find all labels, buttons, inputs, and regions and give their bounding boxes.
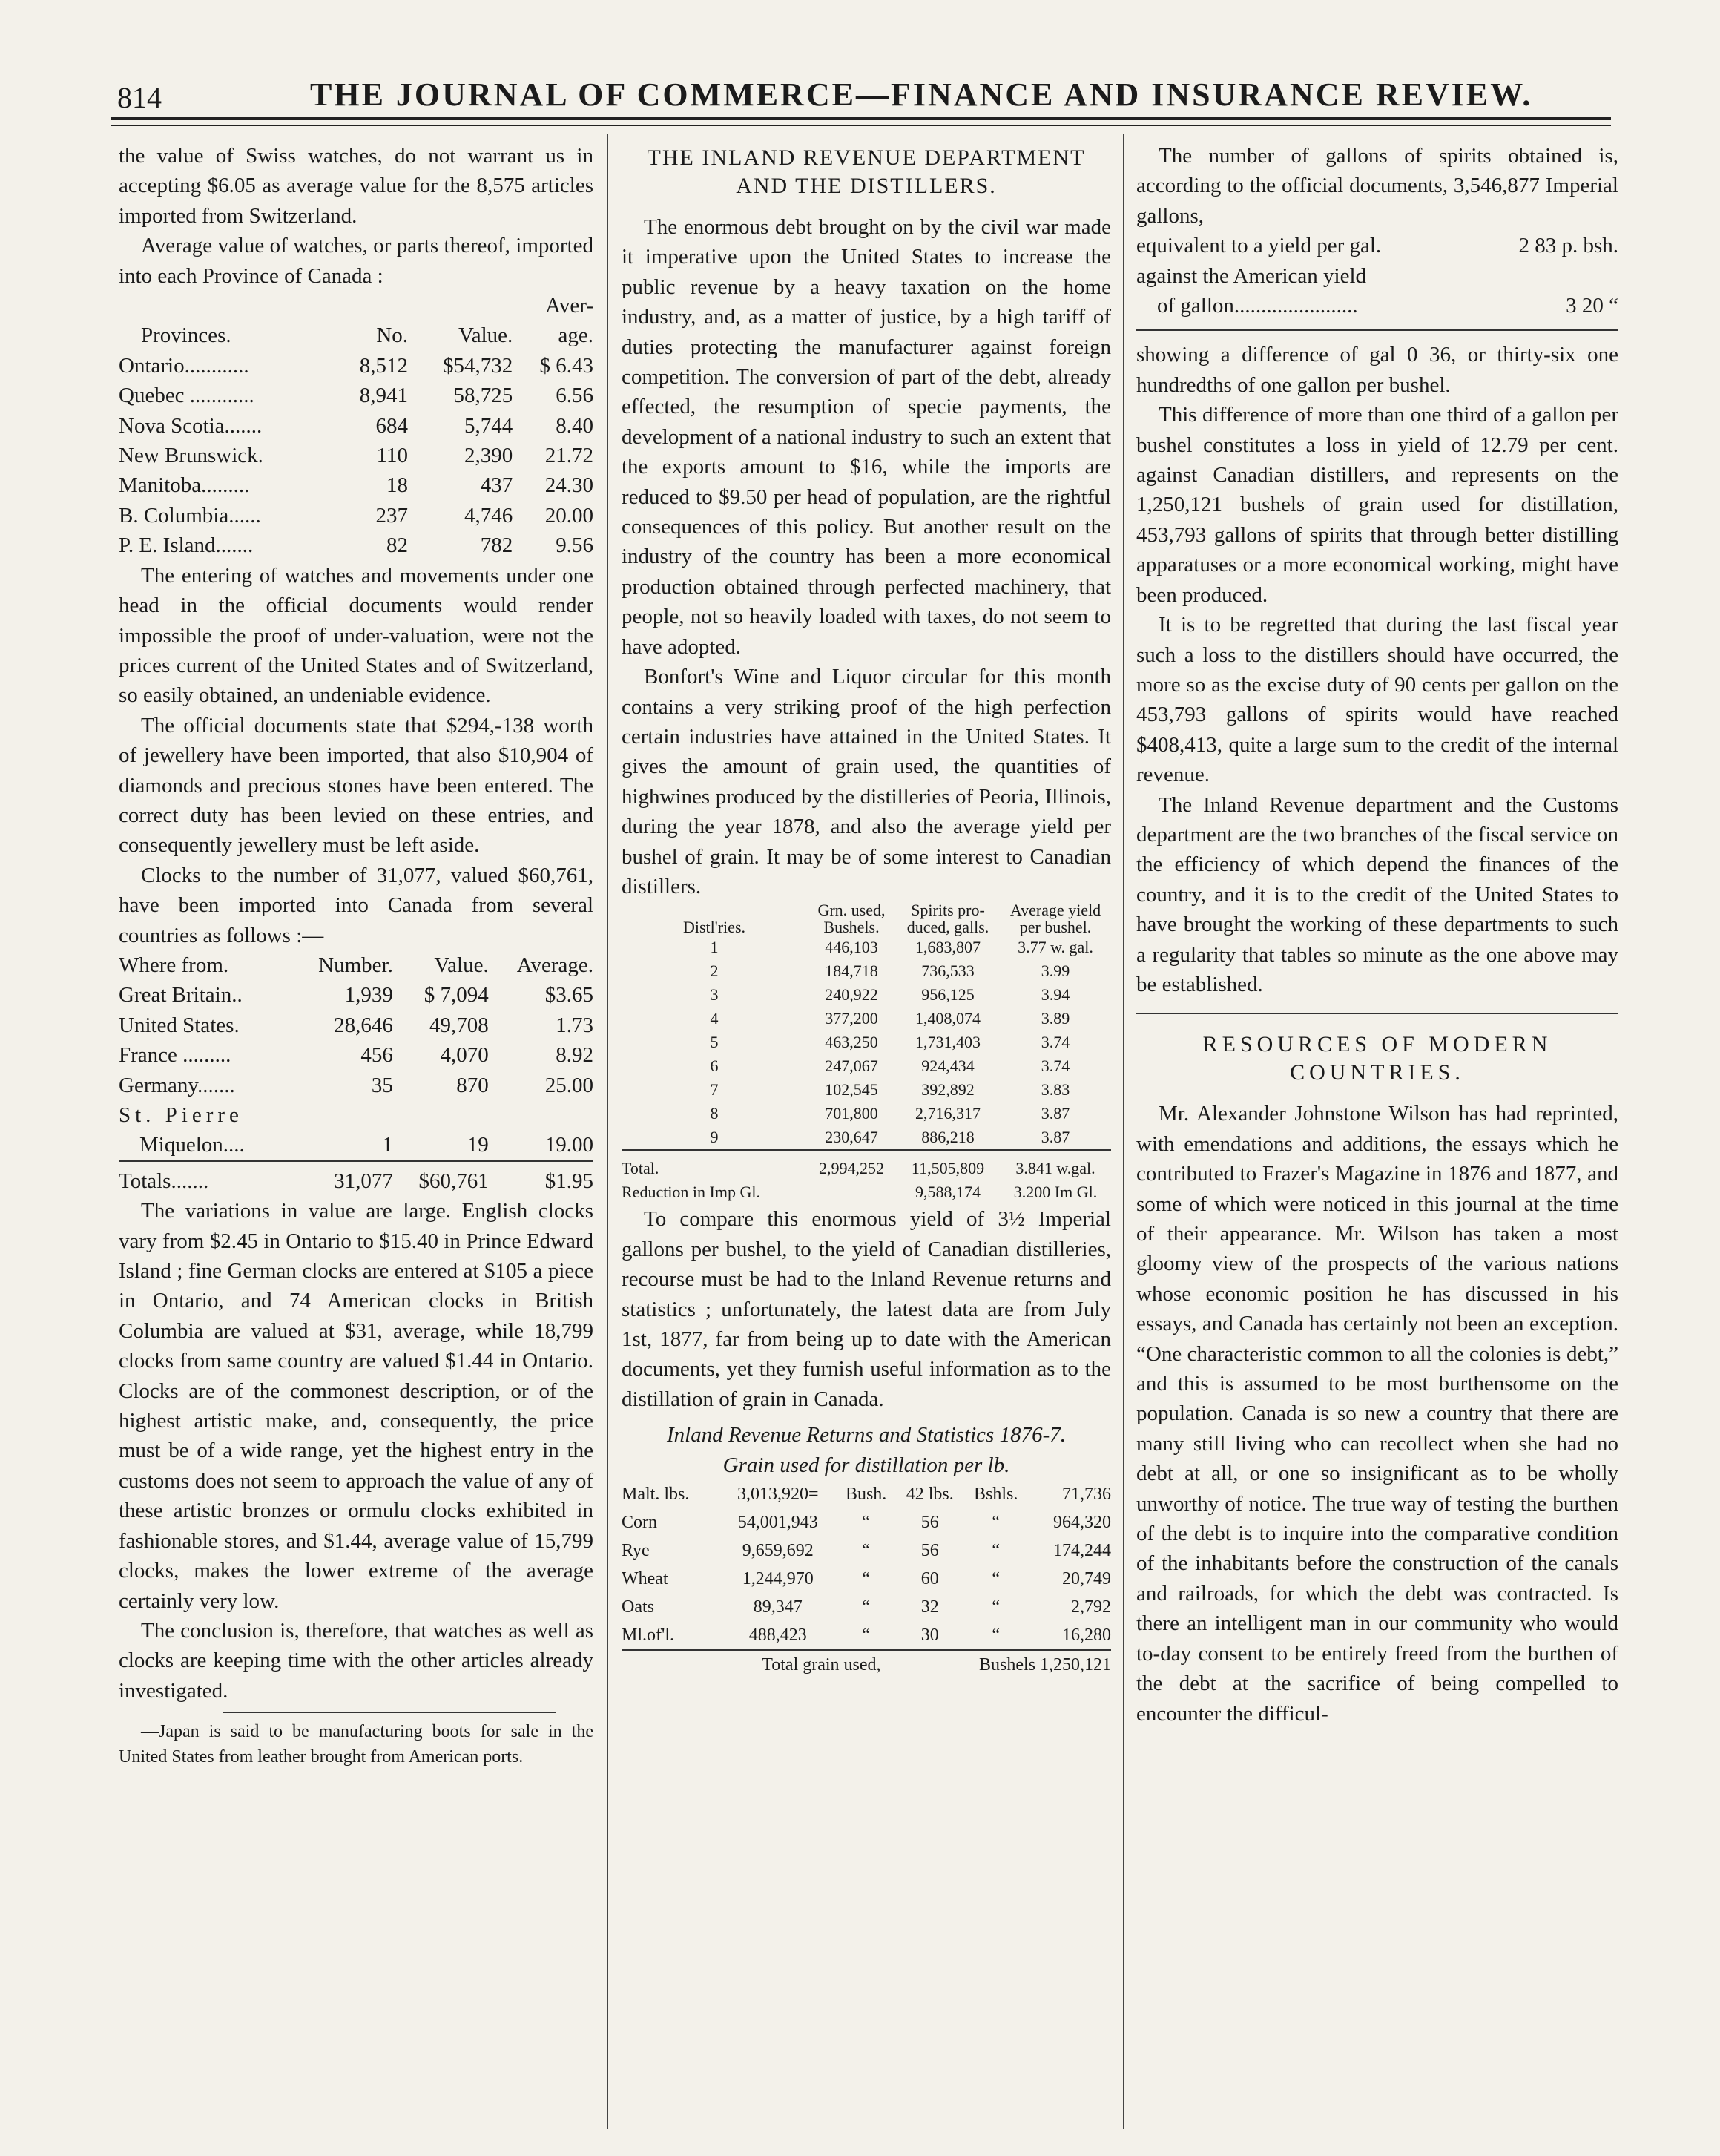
paragraph: The official documents state that $294,-138 worth of jewellery have been imported, that also $10,904 of diamonds and precious stones have been entered. The correct duty has been levied on these entries, and consequently jewellery must be left aside.	[119, 713, 593, 858]
paragraph: The number of gallons of spirits obtained is, according to the official documents, 3,546,877 Imperial gallons,	[1136, 144, 1618, 228]
cell: 35	[371, 1073, 393, 1097]
cell: Oats	[622, 1597, 654, 1617]
cell: 20,749	[1062, 1569, 1111, 1588]
paragraph: This difference of more than one third of a gallon per bushel constitutes a loss in yield of 12.79 per cent. against Canadian distillers, and represents on the 1,250,121 bushels of grain used for distillation, 453,793 gallons of spirits that through better distilling apparatuses or a more economical working, might have been produced.	[1136, 403, 1618, 607]
table-row	[119, 1040, 593, 1070]
cell: 488,423	[748, 1626, 807, 1645]
cell: 19.00	[544, 1133, 593, 1157]
cell: “	[992, 1626, 1000, 1645]
cell: 2,390	[464, 444, 513, 468]
cell: 56	[920, 1513, 939, 1532]
cell: Quebec ............	[119, 384, 254, 408]
cell: 1,408,074	[915, 1009, 981, 1028]
cell: 3.99	[1041, 962, 1070, 981]
cell: B. Columbia......	[119, 503, 261, 528]
distillery-table	[622, 901, 1111, 1204]
cell: “	[862, 1513, 870, 1532]
news-item: —Japan is said to be manufacturing boots for sale in the United States from leather brought from American ports.	[119, 1722, 593, 1767]
cell: 8.92	[556, 1043, 593, 1068]
table-row	[119, 1130, 593, 1160]
paragraph: showing a difference of gal 0 36, or thirty-six one hundredths of one gallon per bushel.	[1136, 343, 1618, 397]
table-row	[119, 1010, 593, 1040]
table-row	[1136, 291, 1618, 321]
cell: 3.77 w. gal.	[1018, 938, 1093, 957]
table-row	[622, 1078, 1111, 1102]
cell: 60	[920, 1569, 939, 1588]
cell: Ontario............	[119, 353, 249, 378]
cell: 89,347	[753, 1597, 803, 1617]
cell: Ml.of'l.	[622, 1626, 674, 1645]
table-row	[622, 1537, 1111, 1565]
yield-comparison	[1136, 231, 1618, 321]
table-header: age.	[558, 323, 593, 348]
cell: 184,718	[825, 962, 878, 981]
cell: 11,505,809	[911, 1159, 985, 1178]
article-heading: THE INLAND REVENUE DEPARTMENT AND THE DISTILLERS.	[647, 145, 1086, 198]
cell: 247,067	[825, 1056, 878, 1076]
cell: 8,512	[359, 353, 409, 378]
table-row	[622, 1125, 1111, 1150]
cell: 437	[480, 473, 513, 498]
cell: Corn	[622, 1513, 657, 1532]
table-header: Average.	[516, 953, 593, 977]
separator	[1136, 1013, 1618, 1014]
cell: 20.00	[544, 503, 593, 528]
table-row	[119, 501, 593, 530]
cell: New Brunswick.	[119, 444, 263, 468]
cell: 3.74	[1041, 1033, 1070, 1052]
cell: 964,320	[1053, 1513, 1111, 1532]
cell: 736,533	[921, 962, 975, 981]
cell: 58,725	[453, 384, 513, 408]
table-row	[119, 1100, 593, 1130]
cell: $3.65	[544, 983, 593, 1008]
cell: 3.841 w.gal.	[1015, 1159, 1095, 1178]
cell: 49,708	[429, 1013, 489, 1037]
cell: 377,200	[825, 1009, 878, 1028]
table-row	[622, 1054, 1111, 1078]
table-row	[622, 1180, 1111, 1204]
cell: 82	[386, 533, 409, 558]
table-row	[119, 351, 593, 381]
cell: 456	[360, 1043, 393, 1068]
cell: 4	[710, 1009, 719, 1028]
cell: 956,125	[921, 985, 975, 1005]
page-number: 814	[117, 81, 162, 114]
subheading: Grain used for distillation per lb.	[722, 1453, 1010, 1477]
cell: $60,761	[418, 1169, 489, 1193]
cell: against the American yield	[1136, 263, 1367, 288]
cell: 102,545	[825, 1080, 878, 1100]
table-header: No.	[376, 323, 409, 348]
cell: “	[992, 1513, 1000, 1532]
cell: “	[862, 1626, 870, 1645]
cell: 4,070	[440, 1043, 489, 1068]
table-header: Aver-	[545, 294, 593, 318]
table-header: Provinces.	[141, 323, 231, 348]
cell: 8,941	[359, 384, 409, 408]
cell: $1.95	[544, 1169, 593, 1193]
cell: $ 6.43	[539, 353, 593, 378]
cell: 782	[480, 533, 513, 558]
cell: Great Britain..	[119, 983, 243, 1008]
cell: 4,746	[464, 503, 513, 528]
table-row	[119, 530, 593, 560]
paragraph: Clocks to the number of 31,077, valued $60,761, have been imported into Canada from several countries as follows :—	[119, 863, 593, 947]
table-row	[622, 1565, 1111, 1593]
cell: 174,244	[1053, 1541, 1111, 1560]
table-total-row	[622, 1650, 1111, 1679]
cell: 28,646	[334, 1013, 393, 1037]
article-heading: RESOURCES OF MODERN COUNTRIES.	[1202, 1032, 1552, 1085]
cell: 3	[710, 985, 719, 1005]
grain-table	[622, 1480, 1111, 1679]
cell: 9,588,174	[915, 1183, 981, 1202]
cell: 9,659,692	[742, 1541, 814, 1560]
column-1	[119, 141, 593, 1769]
cell: Bushels 1,250,121	[978, 1655, 1111, 1674]
table-row	[119, 381, 593, 410]
cell: 230,647	[825, 1128, 878, 1147]
table-header: Value.	[434, 953, 489, 977]
cell: 1,244,970	[742, 1569, 814, 1588]
cell: 31,077	[334, 1169, 393, 1193]
table-row	[622, 1593, 1111, 1621]
cell: 701,800	[825, 1104, 878, 1123]
paragraph: Average value of watches, or parts thereof, imported into each Province of Canada :	[119, 234, 593, 288]
cell: Germany.......	[119, 1073, 235, 1097]
cell: 2,792	[1071, 1597, 1111, 1617]
column-divider	[1123, 134, 1124, 2129]
cell: United States.	[119, 1013, 240, 1037]
paragraph: Bonfort's Wine and Liquor circular for this month contains a very striking proof of the high perfection certain industries have attained in the United States. It gives the amount of grain used, the quantities of highwines produced by the distilleries of Peoria, Illinois, during the year 1878, and also the average yield per bushel of grain. It may be of some interest to Canadian distillers.	[622, 665, 1111, 898]
table-row	[1136, 261, 1618, 291]
cell: 3.89	[1041, 1009, 1070, 1028]
cell: Bush.	[845, 1485, 887, 1504]
cell: Malt. lbs.	[622, 1485, 690, 1504]
paragraph: To compare this enormous yield of 3½ Imperial gallons per bushel, to the yield of Canadian distilleries, recourse must be had to the Inland Revenue returns and statistics ; unfortunately, the latest data are from July 1st, 1877, far from being up to date with the American documents, yet they furnish useful information as to the distillation of grain in Canada.	[622, 1207, 1111, 1411]
cell: 6.56	[556, 384, 593, 408]
cell: Nova Scotia.......	[119, 413, 263, 438]
header-rule	[111, 117, 1611, 120]
table-total-row	[622, 1150, 1111, 1180]
cell: 3 20 “	[1566, 294, 1618, 318]
cell: 870	[456, 1073, 489, 1097]
cell: Totals.......	[119, 1169, 209, 1193]
cell: 2,716,317	[915, 1104, 981, 1123]
table-row	[622, 1621, 1111, 1650]
cell: Wheat	[622, 1569, 668, 1588]
clock-table	[119, 950, 593, 1196]
cell: 7	[710, 1080, 719, 1100]
table-row	[622, 1007, 1111, 1031]
cell: 1,731,403	[915, 1033, 981, 1052]
paragraph: the value of Swiss watches, do not warrant us in accepting $6.05 as average value for the 8,575 articles imported from Switzerland.	[119, 144, 593, 228]
table-row	[119, 1071, 593, 1100]
cell: 9.56	[556, 533, 593, 558]
subheading: Inland Revenue Returns and Statistics 1876-7.	[666, 1423, 1066, 1447]
cell: 237	[375, 503, 409, 528]
table-header: Grn. used, Bushels.	[817, 901, 886, 937]
cell: 3,013,920=	[737, 1485, 819, 1504]
cell: 446,103	[825, 938, 878, 957]
table-header: Value.	[458, 323, 513, 348]
table-row	[622, 1480, 1111, 1508]
separator	[1136, 329, 1618, 331]
cell: “	[862, 1569, 870, 1588]
table-header-row	[622, 901, 1111, 936]
table-total-row	[119, 1161, 593, 1196]
table-row	[119, 411, 593, 441]
cell: 1,939	[344, 983, 393, 1008]
cell: 19	[467, 1133, 489, 1157]
cell: 3.87	[1041, 1128, 1070, 1147]
cell: 8.40	[556, 413, 593, 438]
cell: 30	[920, 1626, 939, 1645]
cell: 71,736	[1062, 1485, 1111, 1504]
table-row	[622, 1031, 1111, 1054]
table-row	[622, 983, 1111, 1007]
cell: 392,892	[921, 1080, 975, 1100]
cell: Manitoba.........	[119, 473, 250, 498]
cell: 1.73	[556, 1013, 593, 1037]
table-header: Distl'ries.	[682, 918, 745, 937]
journal-title: THE JOURNAL OF COMMERCE—FINANCE AND INSURANCE REVIEW.	[310, 76, 1533, 113]
table-header: Spirits pro-duced, galls.	[906, 901, 989, 937]
table-row	[622, 1508, 1111, 1537]
paragraph: The Inland Revenue department and the Customs department are the two branches of the fiscal service on the efficiency of which depend the finances of the country, and it is to the credit of the United States to have brought the working of these departments to such a regularity that tables so minute as the one above may be established.	[1136, 792, 1618, 996]
cell: “	[992, 1569, 1000, 1588]
table-row	[622, 1102, 1111, 1125]
watch-table	[119, 291, 593, 561]
cell: 25.00	[544, 1073, 593, 1097]
table-header-row	[119, 321, 593, 350]
table-header: Number.	[318, 953, 393, 977]
cell: Total.	[622, 1159, 659, 1178]
cell: 3.74	[1041, 1056, 1070, 1076]
cell: 3.200 Im Gl.	[1013, 1183, 1098, 1202]
paragraph: The conclusion is, therefore, that watches as well as clocks are keeping time with the other articles already investigated.	[119, 1618, 593, 1703]
cell: “	[862, 1541, 870, 1560]
cell: 684	[375, 413, 409, 438]
cell: Total grain used,	[762, 1655, 881, 1674]
cell: 3.94	[1041, 985, 1070, 1005]
cell: 240,922	[825, 985, 878, 1005]
cell: 2	[710, 962, 719, 981]
cell: of gallon.......................	[1157, 294, 1358, 318]
cell: 8	[710, 1104, 719, 1123]
table-row	[119, 441, 593, 470]
header-rule-thin	[111, 125, 1611, 126]
cell: 54,001,943	[737, 1513, 818, 1532]
paragraph: Mr. Alexander Johnstone Wilson has had reprinted, with emendations and additions, the essays which he contributed to Frazer's Magazine in 1876 and 1877, and some of which were noticed in this journal at the time of their appearance. Mr. Wilson has taken a most gloomy view of the prospects of the various nations whose economic position he has discussed in his essays, and Canada has certainly not been an exception. “One characteristic common to all the colonies is debt,” and this is assumed to be most burthensome on the population. Canada is so new a country that there are many still living who can recollect when she had no debt at all, or one so insignificant as to be wholly unworthy of notice. The true way of testing the burthen of the debt is to inquire into the comparative condition of the inhabitants before the construction of the canals and railroads, for which the debt was contracted. Is there an intelligent man in our community who would to-day consent to be entirely freed from the burthen of the debt at the sacrifice of being compelled to encounter the difficul-	[1136, 1102, 1618, 1726]
cell: 5	[710, 1033, 719, 1052]
table-row	[622, 936, 1111, 959]
column-3	[1136, 141, 1618, 1729]
cell: 2 83 p. bsh.	[1518, 234, 1618, 258]
table-row	[1136, 231, 1618, 260]
table-header-row	[119, 291, 593, 321]
cell: P. E. Island.......	[119, 533, 254, 558]
cell: Reduction in Imp Gl.	[622, 1183, 760, 1202]
cell: 42 lbs.	[906, 1485, 954, 1504]
cell: Miquelon....	[139, 1133, 245, 1157]
cell: 21.72	[544, 444, 593, 468]
cell: 1,683,807	[915, 938, 981, 957]
cell: 1	[710, 938, 719, 957]
table-row	[119, 980, 593, 1010]
cell: 110	[376, 444, 409, 468]
cell: France .........	[119, 1043, 231, 1068]
cell: Bshls.	[973, 1485, 1018, 1504]
cell: 32	[920, 1597, 939, 1617]
paragraph: The variations in value are large. English clocks vary from $2.45 in Ontario to $15.40 in Prince Edward Island ; fine German clocks are entered at $105 a piece in Ontario, and 74 American clocks in British Columbia are valued at $31, average, while 18,799 clocks from same country are valued $1.44 in Ontario. Clocks are of the commonest description, or of the highest artistic make, and, consequently, the price must be of a wide range, yet the highest entry in the customs does not seem to approach the value of any of these artistic bronzes or ormulu clocks exhibited in fashionable stores, and $1.44, average value of 15,799 clocks, makes the lower extreme of the average certainly very low.	[119, 1199, 593, 1613]
cell: St. Pierre	[119, 1103, 243, 1127]
paragraph: It is to be regretted that during the last fiscal year such a loss to the distillers should have occurred, the more so as the excise duty of 90 cents per gallon on the 453,793 gallons of spirits would have reached $408,413, quite a large sum to the credit of the internal revenue.	[1136, 613, 1618, 787]
cell: 886,218	[921, 1128, 975, 1147]
cell: 2,994,252	[819, 1159, 884, 1178]
cell: 1	[382, 1133, 393, 1157]
column-divider	[607, 134, 608, 2129]
cell: “	[992, 1597, 1000, 1617]
cell: $ 7,094	[424, 983, 489, 1008]
cell: “	[992, 1541, 1000, 1560]
table-header-row	[119, 950, 593, 980]
separator	[223, 1712, 556, 1713]
table-row	[622, 959, 1111, 983]
cell: “	[862, 1597, 870, 1617]
cell: 463,250	[825, 1033, 878, 1052]
cell: Rye	[622, 1541, 650, 1560]
cell: 56	[920, 1541, 939, 1560]
cell: equivalent to a yield per gal.	[1136, 234, 1382, 258]
paragraph: The entering of watches and movements under one head in the official documents would render impossible the proof of under-valuation, were not the prices current of the United States and of Switzerland, so easily obtained, an undeniable evidence.	[119, 563, 593, 708]
cell: 3.83	[1041, 1080, 1070, 1100]
table-header: Average yield per bushel.	[1009, 901, 1101, 937]
cell: 16,280	[1062, 1626, 1111, 1645]
cell: 18	[386, 473, 409, 498]
column-2	[622, 141, 1111, 1679]
cell: $54,732	[443, 353, 513, 378]
cell: 9	[710, 1128, 719, 1147]
cell: 6	[710, 1056, 719, 1076]
cell: 3.87	[1041, 1104, 1070, 1123]
table-header: Where from.	[119, 953, 229, 977]
cell: 924,434	[921, 1056, 975, 1076]
table-row	[119, 470, 593, 500]
cell: 5,744	[464, 413, 513, 438]
cell: 24.30	[544, 473, 593, 498]
paragraph: The enormous debt brought on by the civil war made it imperative upon the United States to increase the public revenue by a heavy taxation on the home industry, and, as a matter of justice, by a high tariff of duties protecting the manufacturer against foreign competition. The conversion of part of the debt, already effected, the resumption of specie payments, the development of a national industry to such an extent that the exports amount to $16, while the imports are reduced to $9.50 per head of population, are the rightful consequences of this policy. But another result on the industry of the country has been a more economical production obtained through perfected machinery, that people, not so heavily loaded with taxes, do not seem to have adopted.	[622, 215, 1111, 659]
